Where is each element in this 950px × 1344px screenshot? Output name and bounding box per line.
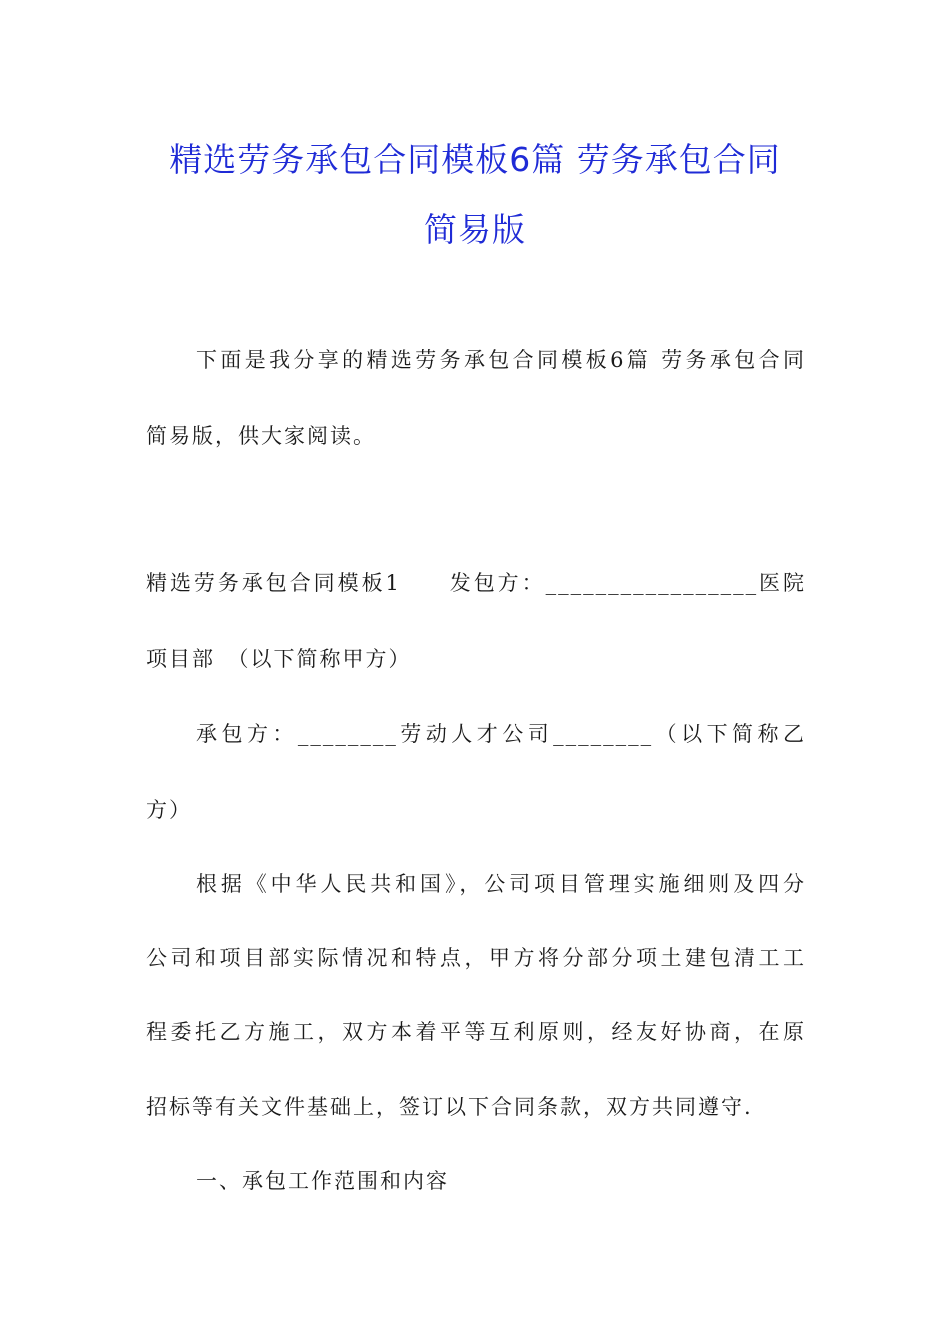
basis-paragraph-line-4: 招标等有关文件基础上，签订以下合同条款，双方共同遵守.	[146, 1095, 753, 1119]
contractor-line-1: 承包方：________劳动人才公司________（以下简称乙	[196, 722, 806, 746]
intro-paragraph-line-1: 下面是我分享的精选劳务承包合同模板6篇 劳务承包合同	[196, 348, 806, 372]
section-heading: 一、承包工作范围和内容	[196, 1169, 449, 1193]
basis-paragraph-line-1: 根据《中华人民共和国》，公司项目管理实施细则及四分	[196, 872, 806, 896]
intro-paragraph-line-2: 简易版，供大家阅读。	[146, 424, 376, 448]
contract-header-line-1: 精选劳务承包合同模板1 发包方：_________________医院	[146, 571, 806, 595]
contract-header-line-2: 项目部 （以下简称甲方）	[146, 647, 412, 671]
document-title-line-2: 简易版	[424, 210, 526, 249]
contractor-line-2: 方）	[146, 798, 192, 822]
basis-paragraph-line-2: 公司和项目部实际情况和特点，甲方将分部分项土建包清工工	[146, 946, 806, 970]
basis-paragraph-line-3: 程委托乙方施工，双方本着平等互利原则，经友好协商，在原	[146, 1020, 806, 1044]
document-title-line-1: 精选劳务承包合同模板6篇 劳务承包合同	[169, 140, 781, 179]
